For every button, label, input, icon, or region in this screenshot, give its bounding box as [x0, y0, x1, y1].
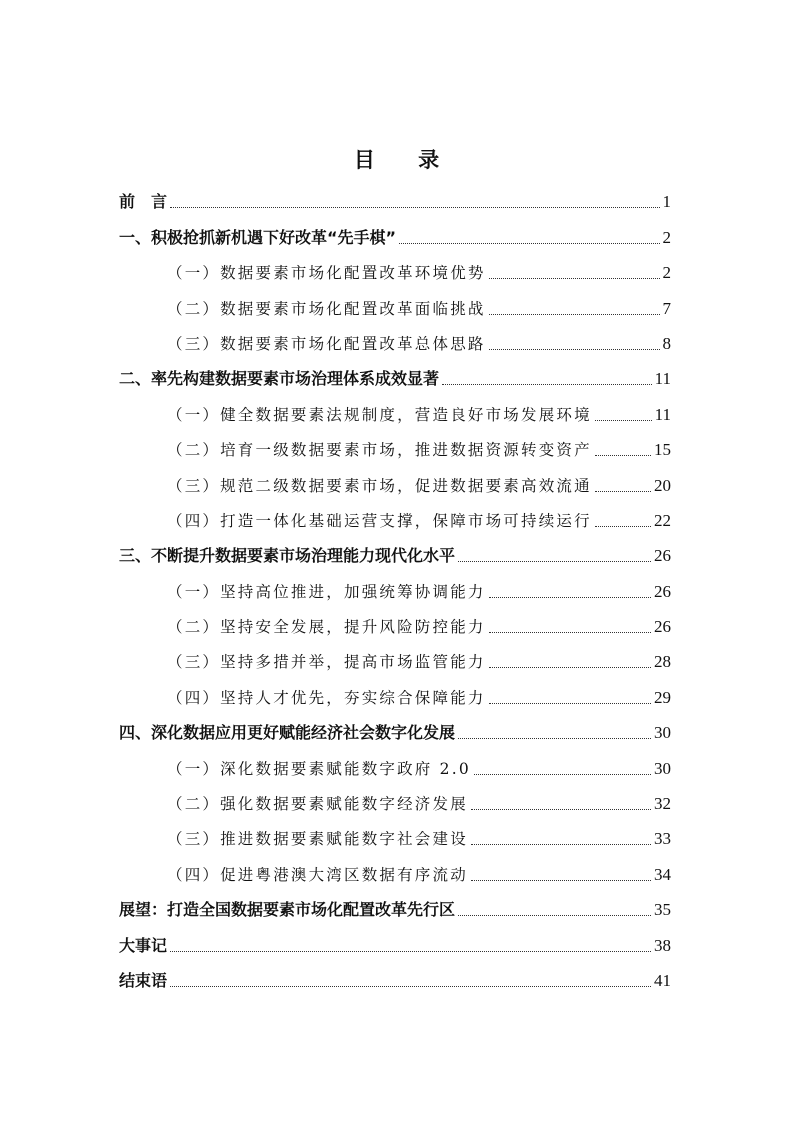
toc-entry-page: 15	[654, 440, 671, 460]
toc-entry-page: 7	[662, 298, 671, 318]
toc-entry-page: 26	[654, 546, 671, 566]
dot-leader	[595, 420, 652, 421]
toc-entry-page: 22	[654, 510, 671, 530]
toc-entry-page: 35	[654, 900, 671, 920]
toc-entry-page: 33	[654, 829, 671, 849]
toc-entry-page: 2	[662, 263, 671, 283]
toc-entry-label: （四）促进粤港澳大湾区数据有序流动	[167, 865, 468, 884]
dot-leader	[471, 844, 651, 845]
dot-leader	[489, 703, 651, 704]
page-title: 目 录	[353, 148, 458, 172]
toc-entry-label: （一）坚持高位推进，加强统筹协调能力	[167, 582, 486, 601]
toc-entry-page: 2	[662, 227, 671, 247]
toc-entry-page: 11	[654, 369, 671, 389]
toc-entry-label: （四）坚持人才优先，夯实综合保障能力	[167, 688, 486, 707]
toc-entry-page: 26	[654, 581, 671, 601]
dot-leader	[489, 667, 651, 668]
dot-leader	[489, 597, 651, 598]
dot-leader	[442, 384, 652, 385]
toc-entry-page: 11	[654, 404, 671, 424]
dot-leader	[458, 915, 651, 916]
toc-entry-label: （四）打造一体化基础运营支撑，保障市场可持续运行	[167, 511, 592, 530]
toc-entry[interactable]	[119, 923, 671, 958]
dot-leader	[471, 809, 651, 810]
toc-entry[interactable]	[119, 322, 671, 357]
toc-entry-page: 30	[654, 723, 671, 743]
toc-entry-label: （一）深化数据要素赋能数字政府 2.0	[167, 759, 471, 778]
toc-entry[interactable]	[119, 286, 671, 321]
dot-leader	[170, 951, 651, 952]
dot-leader	[595, 526, 651, 527]
toc-entry[interactable]	[119, 463, 671, 498]
dot-leader	[595, 455, 651, 456]
toc-entry-page: 34	[654, 864, 671, 884]
toc-entry-label: 二、率先构建数据要素市场治理体系成效显著	[119, 369, 440, 389]
toc-entry-label: 大事记	[119, 935, 168, 955]
toc-entry-label: （三）坚持多措并举，提高市场监管能力	[167, 653, 486, 672]
dot-leader	[471, 880, 651, 881]
toc-entry-label: （三）数据要素市场化配置改革总体思路	[167, 334, 486, 353]
toc-entry-label: （二）强化数据要素赋能数字经济发展	[167, 795, 468, 814]
toc-entry-page: 20	[654, 475, 671, 495]
toc-entry-label: 一、积极抢抓新机遇下好改革“先手棋”	[119, 227, 397, 247]
toc-entry-page: 41	[654, 970, 671, 990]
toc-entry-label: 三、不断提升数据要素市场治理能力现代化水平	[119, 546, 456, 566]
toc-entry-page: 30	[654, 758, 671, 778]
toc-entry[interactable]	[119, 428, 671, 463]
toc-entry[interactable]	[119, 251, 671, 286]
toc-entry-label: （二）培育一级数据要素市场，推进数据资源转变资产	[167, 441, 592, 460]
toc-entry-label: （二）坚持安全发展，提升风险防控能力	[167, 618, 486, 637]
toc-entry-label: （三）规范二级数据要素市场，促进数据要素高效流通	[167, 476, 592, 495]
toc-entry-label: 四、深化数据应用更好赋能经济社会数字化发展	[119, 723, 456, 743]
toc-entry[interactable]	[119, 357, 671, 392]
dot-leader	[474, 774, 651, 775]
toc-entry-label: 结束语	[119, 970, 168, 990]
dot-leader	[595, 491, 651, 492]
toc-entry[interactable]	[119, 605, 671, 640]
dot-leader	[170, 986, 651, 987]
dot-leader	[458, 561, 651, 562]
table-of-contents	[119, 180, 671, 994]
toc-entry-page: 29	[654, 687, 671, 707]
toc-entry[interactable]	[119, 746, 671, 781]
toc-entry[interactable]	[119, 569, 671, 604]
toc-entry-page: 32	[654, 794, 671, 814]
dot-leader	[489, 278, 660, 279]
toc-entry-page: 8	[662, 333, 671, 353]
dot-leader	[458, 738, 651, 739]
toc-entry-page: 26	[654, 617, 671, 637]
toc-entry[interactable]	[119, 782, 671, 817]
toc-entry[interactable]	[119, 180, 671, 215]
toc-entry[interactable]	[119, 959, 671, 994]
toc-entry[interactable]	[119, 499, 671, 534]
toc-entry-label: （二）数据要素市场化配置改革面临挑战	[167, 299, 486, 318]
dot-leader	[399, 243, 659, 244]
toc-entry-page: 1	[662, 192, 671, 212]
toc-entry[interactable]	[119, 817, 671, 852]
toc-entry[interactable]	[119, 675, 671, 710]
toc-entry[interactable]	[119, 640, 671, 675]
toc-entry-label: （一）数据要素市场化配置改革环境优势	[167, 264, 486, 283]
toc-entry-label: （三）推进数据要素赋能数字社会建设	[167, 830, 468, 849]
toc-entry-page: 28	[654, 652, 671, 672]
toc-entry[interactable]	[119, 888, 671, 923]
toc-entry[interactable]	[119, 852, 671, 887]
toc-entry[interactable]	[119, 392, 671, 427]
dot-leader	[489, 349, 660, 350]
toc-entry[interactable]	[119, 534, 671, 569]
toc-entry-label: （一）健全数据要素法规制度，营造良好市场发展环境	[167, 405, 592, 424]
toc-entry-label: 前 言	[119, 192, 168, 212]
dot-leader	[170, 207, 659, 208]
dot-leader	[489, 314, 660, 315]
toc-entry[interactable]	[119, 215, 671, 250]
toc-entry-page: 38	[654, 935, 671, 955]
toc-entry-label: 展望：打造全国数据要素市场化配置改革先行区	[119, 900, 456, 920]
toc-entry[interactable]	[119, 711, 671, 746]
dot-leader	[489, 632, 651, 633]
